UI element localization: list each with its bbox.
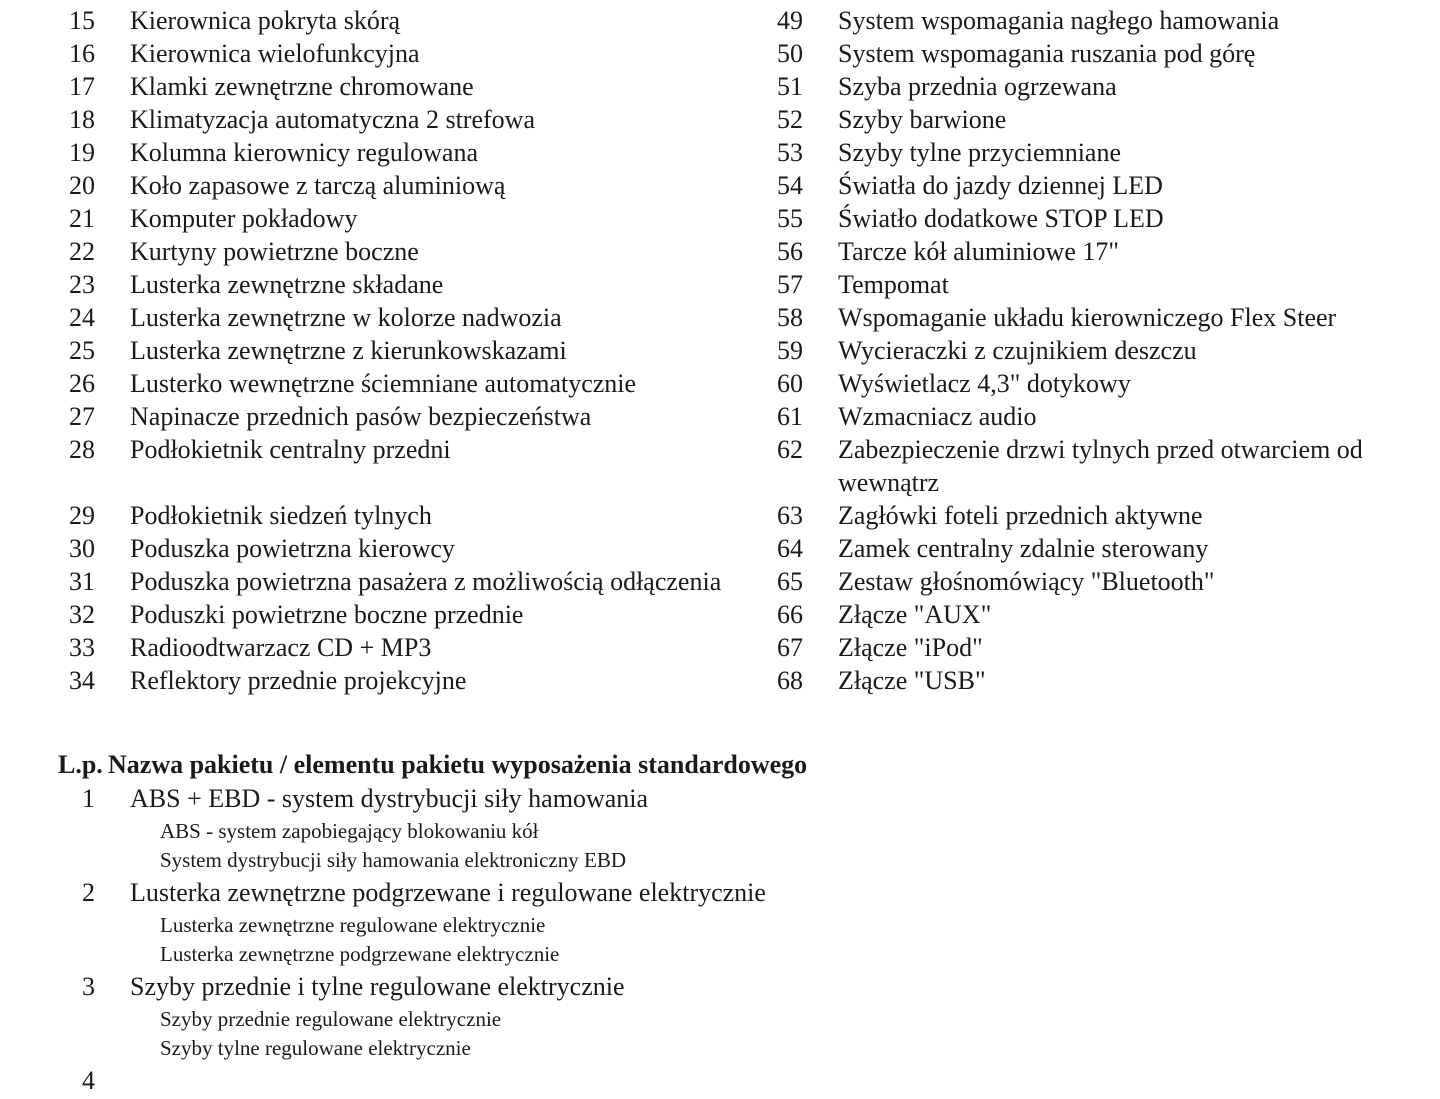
item-name: Zamek centralny zdalnie sterowany (838, 534, 1209, 563)
item-name: Napinacze przednich pasów bezpieczeństwa (130, 402, 592, 431)
package-item (0, 969, 1440, 1005)
item-number: 32 (69, 600, 95, 629)
item-number: 66 (777, 600, 803, 629)
equipment-row (0, 400, 1418, 433)
equipment-row (0, 631, 1418, 664)
package-subitem: System dystrybucji siły hamowania elektroniczny EBD (160, 848, 626, 872)
item-number: 58 (777, 303, 803, 332)
package-item (0, 875, 1440, 911)
equipment-row (0, 301, 1418, 334)
equipment-row (0, 202, 1418, 235)
item-number: 65 (777, 567, 803, 596)
package-name: Lusterka zewnętrzne podgrzewane i regulowane elektrycznie (130, 878, 766, 907)
equipment-row (0, 37, 1418, 70)
equipment-row (0, 70, 1418, 103)
item-number: 54 (777, 171, 803, 200)
item-name: Szyby barwione (838, 105, 1007, 134)
item-name: Wycieraczki z czujnikiem deszczu (838, 336, 1197, 365)
package-item (0, 1063, 1440, 1099)
item-name: Szyba przednia ogrzewana (838, 72, 1117, 101)
item-number: 23 (69, 270, 95, 299)
item-number: 56 (777, 237, 803, 266)
equipment-row (0, 367, 1418, 400)
item-name: Zagłówki foteli przednich aktywne (838, 501, 1203, 530)
equipment-row (0, 433, 1418, 499)
package-subitem: Lusterka zewnętrzne regulowane elektrycznie (160, 913, 546, 937)
header-lp: L.p. (58, 750, 103, 779)
equipment-row (0, 334, 1418, 367)
item-number: 49 (777, 6, 803, 35)
package-number: 2 (82, 878, 95, 907)
item-number: 64 (777, 534, 803, 563)
item-number: 68 (777, 666, 803, 695)
item-number: 57 (777, 270, 803, 299)
item-number: 50 (777, 39, 803, 68)
package-subitem: Szyby tylne regulowane elektrycznie (160, 1036, 471, 1060)
header-name: Nazwa pakietu / elementu pakietu wyposażenia standardowego (108, 750, 808, 779)
item-name: Wyświetlacz 4,3" dotykowy (838, 369, 1131, 398)
item-name: Klamki zewnętrzne chromowane (130, 72, 474, 101)
item-number: 24 (69, 303, 95, 332)
equipment-row (0, 235, 1418, 268)
item-name: Złącze "iPod" (838, 633, 983, 662)
item-name: Kolumna kierownicy regulowana (130, 138, 479, 167)
package-section (0, 748, 1440, 1099)
equipment-row (0, 4, 1418, 37)
item-name: Tempomat (838, 270, 949, 299)
item-number: 22 (69, 237, 95, 266)
item-number: 30 (69, 534, 95, 563)
package-subitem: Szyby przednie regulowane elektrycznie (160, 1007, 502, 1031)
item-name: Światło dodatkowe STOP LED (838, 204, 1164, 233)
item-name: Podłokietnik centralny przedni (130, 435, 451, 464)
item-name: Kurtyny powietrzne boczne (130, 237, 419, 266)
package-name: Szyby przednie i tylne regulowane elektrycznie (130, 972, 625, 1001)
item-number: 63 (777, 501, 803, 530)
item-name: Szyby tylne przyciemniane (838, 138, 1122, 167)
equipment-row (0, 136, 1418, 169)
item-name: Poduszka powietrzna kierowcy (130, 534, 455, 563)
equipment-row (0, 598, 1418, 631)
item-number: 26 (69, 369, 95, 398)
equipment-row (0, 565, 1418, 598)
package-number: 3 (82, 972, 95, 1001)
package-number: 4 (82, 1066, 95, 1095)
item-number: 27 (69, 402, 95, 431)
item-number: 67 (777, 633, 803, 662)
item-number: 60 (777, 369, 803, 398)
item-number: 53 (777, 138, 803, 167)
item-name: Światła do jazdy dziennej LED (838, 171, 1163, 200)
item-number: 34 (69, 666, 95, 695)
item-number: 61 (777, 402, 803, 431)
item-name: Klimatyzacja automatyczna 2 strefowa (130, 105, 535, 134)
equipment-row (0, 532, 1418, 565)
item-number: 62 (777, 435, 803, 464)
item-number: 28 (69, 435, 95, 464)
package-header (0, 748, 1440, 781)
item-name: Podłokietnik siedzeń tylnych (130, 501, 432, 530)
item-number: 17 (69, 72, 95, 101)
item-name: Lusterko wewnętrzne ściemniane automatycznie (130, 369, 637, 398)
item-name: Złącze "USB" (838, 666, 986, 695)
equipment-row (0, 103, 1418, 136)
item-number: 16 (69, 39, 95, 68)
item-number: 51 (777, 72, 803, 101)
item-name: System wspomagania ruszania pod górę (838, 39, 1256, 68)
item-name: Zestaw głośnomówiący "Bluetooth" (838, 567, 1215, 596)
item-name: Reflektory przednie projekcyjne (130, 666, 467, 695)
item-number: 25 (69, 336, 95, 365)
package-number: 1 (82, 784, 95, 813)
item-number: 31 (69, 567, 95, 596)
item-number: 59 (777, 336, 803, 365)
item-name: Lusterka zewnętrzne w kolorze nadwozia (130, 303, 562, 332)
item-number: 21 (69, 204, 95, 233)
item-name: Tarcze kół aluminiowe 17" (838, 237, 1119, 266)
item-name: Komputer pokładowy (130, 204, 358, 233)
item-number: 18 (69, 105, 95, 134)
item-number: 29 (69, 501, 95, 530)
item-name: Lusterka zewnętrzne składane (130, 270, 444, 299)
equipment-row (0, 664, 1418, 697)
item-number: 19 (69, 138, 95, 167)
item-number: 55 (777, 204, 803, 233)
item-number: 20 (69, 171, 95, 200)
item-name: Kierownica wielofunkcyjna (130, 39, 420, 68)
item-name: Radioodtwarzacz CD + MP3 (130, 633, 432, 662)
package-subitem: ABS - system zapobiegający blokowaniu kół (160, 819, 539, 843)
item-name: Wspomaganie układu kierowniczego Flex Steer (838, 303, 1337, 332)
item-number: 15 (69, 6, 95, 35)
item-name: Lusterka zewnętrzne z kierunkowskazami (130, 336, 567, 365)
item-name: Zabezpieczenie drzwi tylnych przed otwarciem od wewnątrz (838, 435, 1363, 497)
item-name: System wspomagania nagłego hamowania (838, 6, 1280, 35)
equipment-table (0, 4, 1418, 697)
item-name: Poduszka powietrzna pasażera z możliwością odłączenia (130, 567, 722, 596)
package-name: ABS + EBD - system dystrybucji siły hamowania (130, 784, 649, 813)
item-name: Wzmacniacz audio (838, 402, 1037, 431)
package-subitem: Lusterka zewnętrzne podgrzewane elektrycznie (160, 942, 560, 966)
item-name: Poduszki powietrzne boczne przednie (130, 600, 524, 629)
package-item (0, 781, 1440, 817)
item-number: 33 (69, 633, 95, 662)
item-name: Koło zapasowe z tarczą aluminiową (130, 171, 506, 200)
item-name: Kierownica pokryta skórą (130, 6, 401, 35)
equipment-row (0, 169, 1418, 202)
item-number: 52 (777, 105, 803, 134)
item-name: Złącze "AUX" (838, 600, 992, 629)
equipment-row (0, 268, 1418, 301)
equipment-row (0, 499, 1418, 532)
